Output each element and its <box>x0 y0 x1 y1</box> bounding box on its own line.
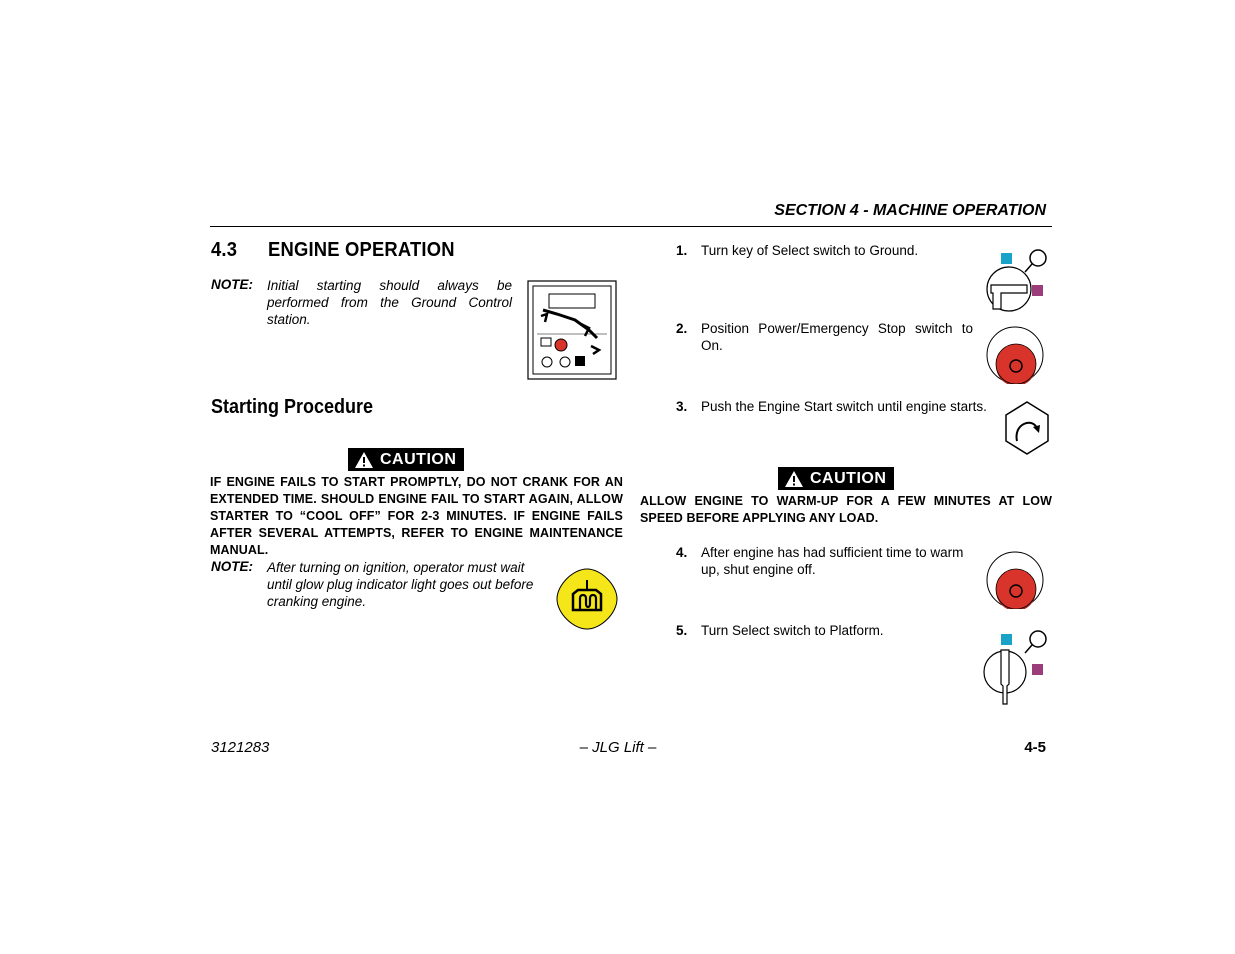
step-text: Position Power/Emergency Stop switch to On. <box>701 321 973 353</box>
header-rule <box>210 226 1052 227</box>
step-number: 2. <box>676 321 688 336</box>
caution-label: CAUTION <box>380 451 457 468</box>
step-3 <box>676 398 996 438</box>
heading-title: ENGINE OPERATION <box>268 239 455 261</box>
starting-procedure-heading: Starting Procedure <box>211 396 374 418</box>
select-switch-platform-icon <box>983 628 1049 706</box>
emergency-stop-button-icon <box>986 551 1044 609</box>
step-5 <box>676 622 976 642</box>
note-label: NOTE: <box>211 277 253 292</box>
step-text: After engine has had sufficient time to warm up, shut engine off. <box>701 545 964 577</box>
step-number: 4. <box>676 545 688 560</box>
heading-number: 4.3 <box>211 239 238 261</box>
step-text: Turn Select switch to Platform. <box>701 623 884 638</box>
caution-label: CAUTION <box>810 470 887 487</box>
note-text: After turning on ignition, operator must wait until glow plug indicator light goes out before cranking engine. <box>267 560 534 609</box>
step-text: Turn key of Select switch to Ground. <box>701 243 919 258</box>
warning-icon <box>784 470 804 488</box>
section-heading <box>211 239 455 262</box>
step-1 <box>676 242 976 262</box>
caution-text-engine-start: IF ENGINE FAILS TO START PROMPTLY, DO NOT CRANK FOR AN EXTENDED TIME. SHOULD ENGINE FAIL TO START AGAIN, ALLOW STARTER TO “COOL OFF” FOR 2-3 MINUTES. IF ENGINE FAILS AFTER SEVERAL ATTEMPTS, REFER TO ENGINE MAINTENANCE MANUAL. <box>210 475 623 557</box>
emergency-stop-button-icon <box>986 326 1044 384</box>
footer-center-title: – JLG Lift – <box>579 739 657 756</box>
warning-icon <box>354 451 374 469</box>
note-text: Initial starting should always be performed from the Ground Control station. <box>267 278 512 327</box>
section-title: SECTION 4 - MACHINE OPERATION <box>774 202 1046 219</box>
page-number: 4-5 <box>1024 739 1046 756</box>
caution-badge <box>348 448 464 471</box>
glow-plug-indicator-icon <box>556 568 618 630</box>
select-switch-ground-icon <box>983 247 1049 313</box>
step-text: Push the Engine Start switch until engine starts. <box>701 399 987 414</box>
step-number: 3. <box>676 399 688 414</box>
step-number: 1. <box>676 243 688 258</box>
step-2 <box>676 320 976 360</box>
engine-start-icon <box>1004 401 1050 455</box>
step-number: 5. <box>676 623 688 638</box>
caution-badge <box>778 467 894 490</box>
caution-text-warm-up: ALLOW ENGINE TO WARM-UP FOR A FEW MINUTES AT LOW SPEED BEFORE APPLYING ANY LOAD. <box>640 494 1052 525</box>
document-number: 3121283 <box>211 739 270 756</box>
note-label: NOTE: <box>211 559 253 574</box>
step-4 <box>676 544 976 584</box>
ground-control-panel-illustration <box>527 280 617 380</box>
